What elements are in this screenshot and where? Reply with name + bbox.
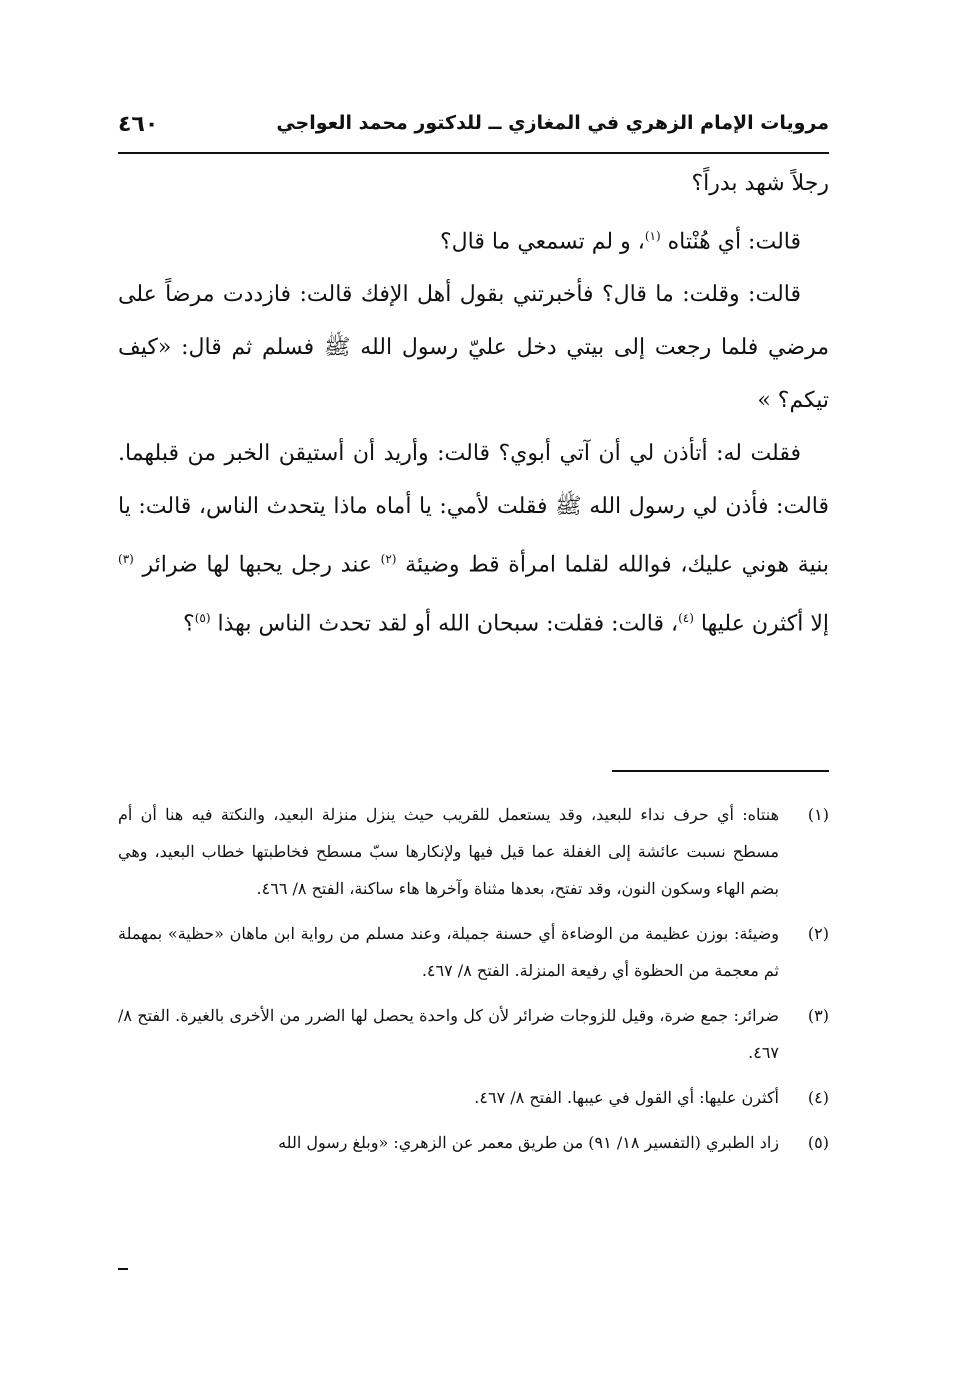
main-text xyxy=(118,157,829,650)
footnote-text: ضرائر: جمع ضرة، وقيل للزوجات ضرائر لأن كل واحدة يحصل لها الضرر من الأخرى بالغيرة. الفتح ٨/ ٤٦٧. xyxy=(118,1006,779,1062)
text-run: قالت: أي هُنْتاه xyxy=(660,229,801,255)
footnote-ref-2: (٢) xyxy=(380,552,397,567)
running-header xyxy=(118,112,829,154)
paragraph-1: رجلاً شهد بدراً؟ xyxy=(691,171,829,196)
footnote-number: (٣) xyxy=(807,1006,829,1025)
paragraph-4 xyxy=(118,427,829,650)
footnote-ref-3: (٣) xyxy=(118,552,134,567)
footnote-3 xyxy=(118,997,829,1071)
footnote-text: زاد الطبري (التفسير ١٨/ ٩١) من طريق معمر عن الزهري: «وبلغ رسول الله xyxy=(278,1133,779,1152)
footnote-number: (٢) xyxy=(807,924,829,943)
text-run: ، قالت: فقلت: سبحان الله أو لقد تحدث الناس بهذا xyxy=(210,610,679,636)
text-run: ، و لم تسمعي ما قال؟ xyxy=(439,229,645,255)
footnote-separator xyxy=(612,770,829,772)
header-title: مرويات الإمام الزهري في المغازي ــ للدكتور محمد العواجي xyxy=(276,112,829,134)
footnote-2 xyxy=(118,915,829,989)
text-run: عند رجل يحبها لها ضرائر xyxy=(133,552,381,578)
footnote-text: أكثرن عليها: أي القول في عيبها. الفتح ٨/ ٤٦٧. xyxy=(474,1088,779,1107)
footnote-4 xyxy=(118,1079,829,1116)
text-run: فقلت له: أتأذن لي أن آتي أبوي؟ قالت: وأريد أن أستيقن الخبر من قبلهما. قالت: فأذن لي رسول الله ﷺ فقلت لأمي: يا أماه ماذا يتحدث الناس، قالت: يا بنية هوني عليك، فوالله لقلما امرأة قط وضيئة xyxy=(118,441,829,578)
paragraph-2 xyxy=(118,210,829,268)
footnote-text: هنتاه: أي حرف نداء للبعيد، وقد يستعمل للقريب حيث ينزل منزلة البعيد، والنكتة فيه هنا أن أم مسطح نسبت عائشة إلى الغفلة عما قيل فيها ولإنكارها سبّ مسطح فخاطبتها خطاب البعيد، وهي بضم الهاء وسكون النون، وقد تفتح، بعدها مثناة وآخرها هاء ساكنة، الفتح ٨/ ٤٦٦. xyxy=(118,805,779,898)
text-run: إلا أكثرن عليها xyxy=(693,610,829,636)
text-run: ؟ xyxy=(183,610,195,636)
footnote-number: (٤) xyxy=(807,1088,829,1107)
footnote-ref-1: (١) xyxy=(644,229,661,243)
footnote-5 xyxy=(118,1124,829,1161)
footnote-ref-5: (٥) xyxy=(194,610,211,625)
page-number: ٤٦٠ xyxy=(118,112,159,137)
paragraph-3: قالت: وقلت: ما قال؟ فأخبرتني بقول أهل الإفك قالت: فازددت مرضاً على مرضي فلما رجعت إلى بيتي دخل عليّ رسول الله ﷺ فسلم ثم قال: «كيف تيكم؟ » xyxy=(118,282,829,414)
continuation-mark xyxy=(118,1268,128,1270)
footnote-text: وضيئة: بوزن عظيمة من الوضاءة أي حسنة جميلة، وعند مسلم من رواية ابن ماهان «حظية» بمهملة ثم معجمة من الحظوة أي رفيعة المنزلة. الفتح ٨/ ٤٦٧. xyxy=(118,924,779,980)
footnote-number: (٥) xyxy=(807,1133,829,1152)
footnote-number: (١) xyxy=(807,805,829,824)
footnote-1 xyxy=(118,796,829,907)
footnotes xyxy=(118,796,829,1169)
footnote-ref-4: (٤) xyxy=(678,610,694,625)
